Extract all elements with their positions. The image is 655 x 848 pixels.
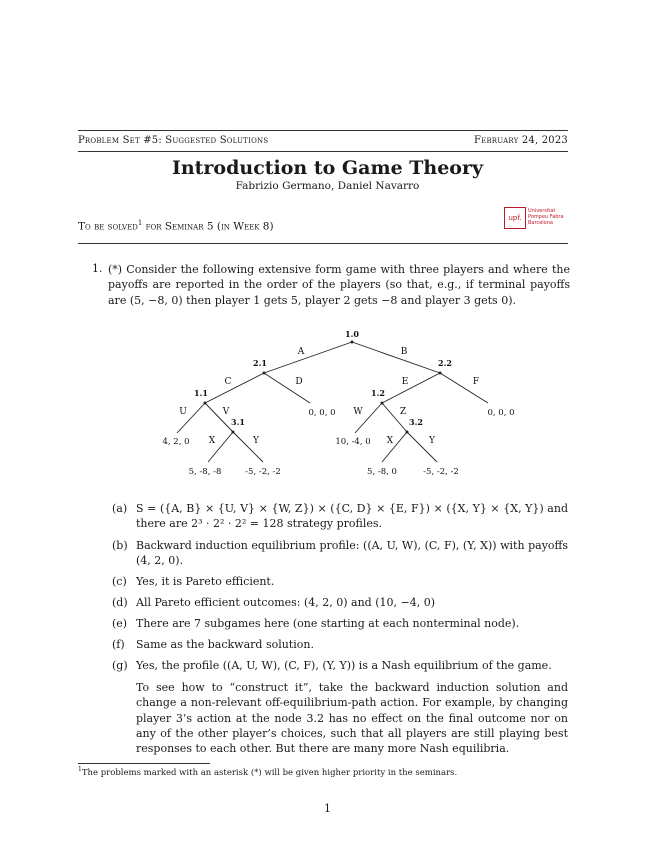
logo-line-3: Barcelona	[528, 220, 553, 226]
action-label-X1: X	[208, 436, 216, 446]
action-label-B: B	[400, 347, 408, 357]
node-label-1-2: 1.2	[371, 388, 385, 398]
answer-text: All Pareto efficient outcomes: (4, 2, 0) and (10, −4, 0)	[136, 596, 436, 609]
action-label-Z: Z	[399, 407, 407, 417]
node-dot-3-2	[406, 431, 409, 434]
answer-label: (b)	[112, 539, 128, 552]
header-bottom-rule	[78, 151, 568, 152]
answer-text: Same as the backward solution.	[136, 638, 314, 651]
node-label-2-2: 2.2	[438, 358, 452, 368]
to-be-solved-prefix: To be solved	[78, 220, 138, 233]
edge-A	[264, 342, 352, 373]
explanation-paragraph: To see how to “construct it”, take the backward induction solution and change a non-relevant off-equilibrium-path action. For example, by changing player 3’s action at the node 3.2 has no effect on the final outcome nor on any of the other player’s choices, such that all players are still playing best responses to each other. But there are many more Nash equilibria.	[136, 681, 568, 756]
action-label-U: U	[179, 407, 187, 417]
logo-line-2: Pompeu Fabra	[528, 214, 564, 220]
answer-label: (f)	[112, 638, 125, 651]
edge-C	[205, 373, 264, 403]
edge-X2	[382, 432, 407, 462]
node-dot-root	[351, 341, 354, 344]
action-label-W: W	[353, 407, 363, 417]
document-title: Introduction to Game Theory	[171, 157, 484, 179]
node-label-1-1: 1.1	[194, 388, 208, 398]
action-label-D: D	[295, 377, 303, 387]
header-date: February 24, 2023	[474, 135, 568, 146]
node-dot-1-1	[204, 402, 207, 405]
footnote-mark: 1	[78, 766, 82, 773]
to-be-solved-line	[78, 219, 274, 233]
payoff-F: 0, 0, 0	[487, 408, 515, 418]
edge-F	[440, 373, 488, 403]
action-label-Y1: Y	[253, 436, 259, 446]
footnote-text: The problems marked with an asterisk (*) will be given higher priority in the seminars.	[81, 767, 458, 778]
node-label-3-1: 3.1	[231, 417, 245, 427]
action-label-C: C	[224, 377, 232, 387]
node-dot-2-2	[439, 372, 442, 375]
footnote-ref: 1	[137, 219, 143, 227]
action-label-V: V	[222, 407, 230, 417]
answer-text: Yes, it is Pareto efficient.	[136, 575, 275, 588]
answer-label: (c)	[112, 575, 127, 588]
answer-label: (a)	[112, 502, 128, 515]
footnote	[78, 766, 568, 778]
payoff-Y1: -5, -2, -2	[245, 467, 281, 477]
payoff-W: 10, -4, 0	[335, 437, 371, 447]
header-left: Problem Set #5: Suggested Solutions	[78, 135, 269, 146]
answer-text: Yes, the profile ((A, U, W), (C, F), (Y, Y)) is a Nash equilibrium of the game.	[136, 659, 552, 672]
answer-label: (g)	[112, 659, 128, 672]
question-number: 1.	[92, 262, 103, 275]
answer-text: S = ({A, B} × {U, V} × {W, Z}) × ({C, D} × {E, F}) × ({X, Y} × {X, Y}) and there are 2³ · 2² · 2² = 128 strategy profiles.	[136, 502, 568, 531]
payoff-Y2: -5, -2, -2	[423, 467, 459, 477]
payoff-X2: 5, -8, 0	[367, 467, 397, 477]
upf-logo-mark: upf.	[504, 207, 526, 229]
action-label-A: A	[297, 347, 305, 357]
action-label-E: E	[401, 377, 409, 387]
node-dot-2-1	[263, 372, 266, 375]
edge-E	[382, 373, 440, 403]
tree-payoffs	[162, 408, 514, 477]
node-label-2-1: 2.1	[253, 358, 267, 368]
edge-B	[352, 342, 440, 373]
header-top-rule	[78, 130, 568, 131]
section-rule	[78, 243, 568, 244]
node-dot-3-1	[232, 431, 235, 434]
document-authors: Fabrizio Germano, Daniel Navarro	[235, 180, 420, 192]
edge-D	[264, 373, 310, 403]
page-number: 1	[324, 802, 331, 815]
to-be-solved-suffix: for Seminar 5 (in Week 8)	[142, 220, 274, 233]
payoff-D: 0, 0, 0	[308, 408, 336, 418]
action-label-X2: X	[386, 436, 394, 446]
footnote-rule	[78, 763, 210, 764]
node-label-3-2: 3.2	[409, 417, 423, 427]
upf-logo	[504, 207, 568, 229]
logo-line-1: Universitat	[528, 208, 556, 214]
answer-label: (d)	[112, 596, 128, 609]
payoff-X1: 5, -8, -8	[188, 467, 222, 477]
answer-text: Backward induction equilibrium profile: ((A, U, W), (C, F), (Y, X)) with payoffs (4, 2, 0).	[136, 539, 568, 568]
payoff-U: 4, 2, 0	[162, 437, 190, 447]
node-label-root: 1.0	[345, 329, 359, 339]
action-label-Y2: Y	[429, 436, 435, 446]
game-tree	[150, 322, 530, 482]
upf-logo-text	[528, 208, 564, 226]
answer-text: There are 7 subgames here (one starting at each nonterminal node).	[136, 617, 520, 630]
action-label-F: F	[472, 377, 480, 387]
question-text: (*) Consider the following extensive form game with three players and where the payoffs are reported in the order of the players (so that, e.g., if terminal payoffs are (5, −8, 0) then player 1 gets 5, player 2 gets −8 and player 3 gets 0).	[108, 263, 570, 307]
tree-action-labels	[179, 347, 479, 446]
node-dot-1-2	[381, 402, 384, 405]
answer-label: (e)	[112, 617, 128, 630]
